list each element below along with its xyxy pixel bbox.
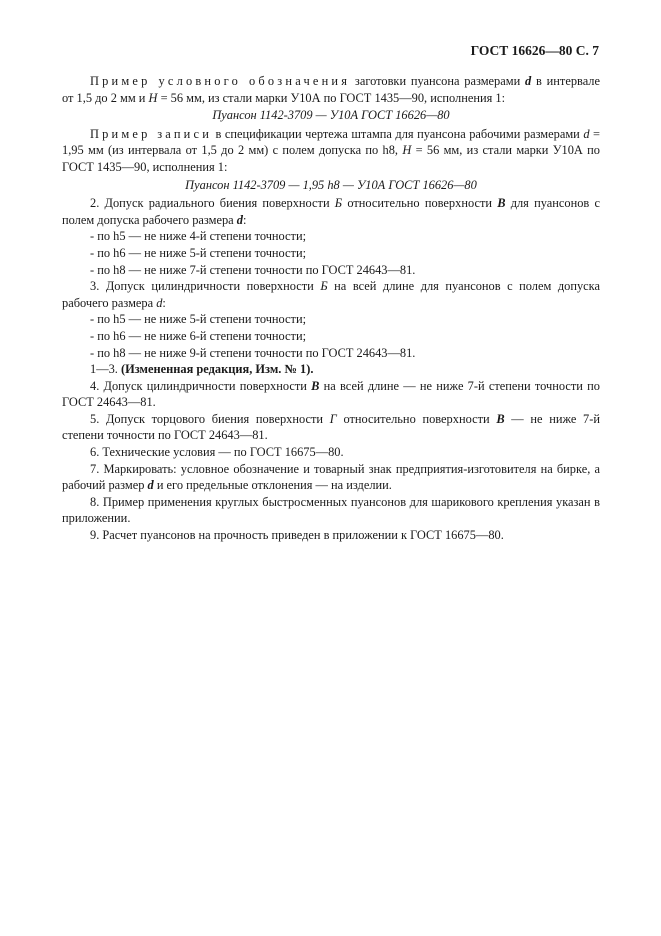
item-5-paragraph: 5. Допуск торцового биения поверхности Г относительно поверхности В — не ниже 7-й степени точности по ГОСТ 24643—81.	[62, 411, 600, 443]
item-4-paragraph: 4. Допуск цилиндричности поверхности В на всей длине — не ниже 7-й степени точности по ГОСТ 24643—81.	[62, 378, 601, 410]
list-item: - по h5 — не ниже 5-й степени точности;	[90, 312, 307, 327]
example-lead: Пример записи	[90, 126, 213, 141]
example-record-paragraph: Пример записи в спецификации чертежа штампа для пуансона рабочими размерами d = 1,95 мм (из интервала от 1,5 до 2 мм) с полем допуска по h8, H = 56 мм, из стали марки У10А по ГОСТ 1435—90, исполнения 1:	[62, 126, 600, 174]
list-item: - по h8 — не ниже 9-й степени точности по ГОСТ 24643—81.	[90, 345, 416, 360]
list-item: - по h6 — не ниже 6-й степени точности;	[90, 328, 307, 343]
example-designation-paragraph: Пример условного обозначения заготовки пуансона размерами d в интервале от 1,5 до 2 мм и H = 56 мм, из стали марки У10А по ГОСТ 1435—90, исполнения 1:	[62, 74, 600, 105]
list-item: - по h5 — не ниже 4-й степени точности;	[90, 229, 307, 244]
item-8-paragraph: 8. Пример применения круглых быстросменных пуансонов для шарикового крепления указан в приложении.	[62, 494, 600, 526]
revision-note: 1—3. (Измененная редакция, Изм. № 1).	[90, 362, 314, 377]
designation-example-1: Пуансон 1142-3709 — У10А ГОСТ 16626—80	[212, 108, 450, 123]
item-2-paragraph: 2. Допуск радиального биения поверхности Б относительно поверхности В для пуансонов с полем допуска рабочего размера d:	[62, 196, 600, 227]
item-6-paragraph: 6. Технические условия — по ГОСТ 16675—80.	[90, 445, 344, 460]
item-9-paragraph: 9. Расчет пуансонов на прочность приведен в приложении к ГОСТ 16675—80.	[90, 528, 504, 543]
list-item: - по h6 — не ниже 5-й степени точности;	[90, 245, 307, 260]
page-header: ГОСТ 16626—80 С. 7	[470, 43, 599, 58]
item-3-paragraph: 3. Допуск цилиндричности поверхности Б на всей длине для пуансонов с полем допуска рабочего размера d:	[62, 279, 600, 310]
list-item: - по h8 — не ниже 7-й степени точности по ГОСТ 24643—81.	[90, 262, 416, 277]
item-7-paragraph: 7. Маркировать: условное обозначение и товарный знак предприятия-изготовителя на бирке, а рабочий размер d и его предельные отклонения — на изделии.	[62, 461, 600, 493]
document-body	[62, 73, 600, 544]
designation-example-2: Пуансон 1142-3709 — 1,95 h8 — У10А ГОСТ 16626—80	[185, 177, 477, 192]
example-lead: Пример условного обозначения	[90, 74, 351, 88]
